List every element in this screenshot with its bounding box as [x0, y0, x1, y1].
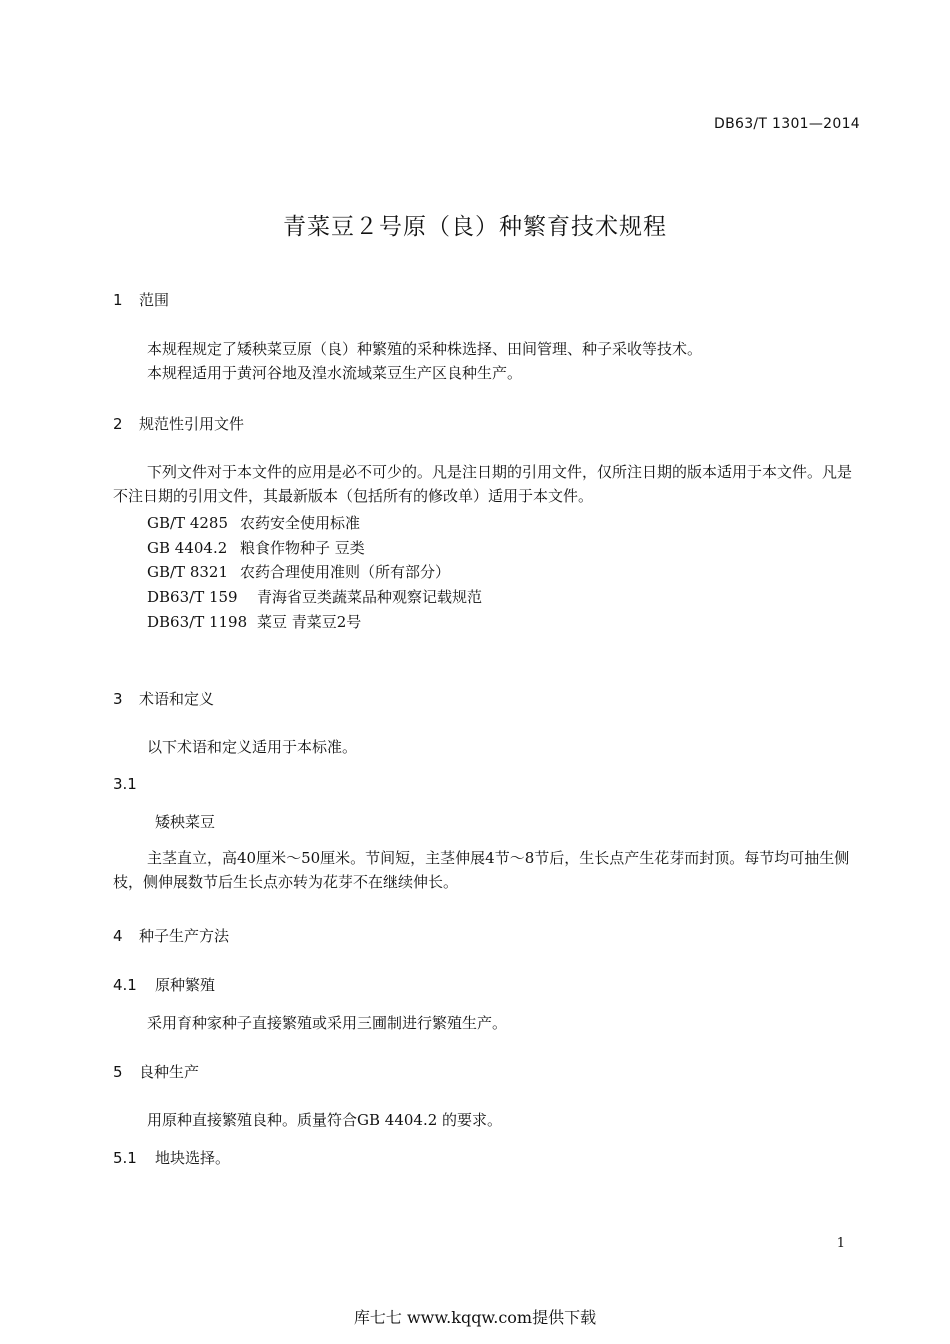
standard-number: DB63/T 1301—2014: [714, 116, 860, 132]
page-number: 1: [836, 1236, 845, 1251]
section-title: 良种生产: [139, 1063, 200, 1081]
reference-name: 农药合理使用准则（所有部分）: [240, 563, 451, 581]
reference-name: 农药安全使用标准: [240, 514, 361, 532]
reference-item: [147, 561, 450, 582]
reference-code: GB/T 8321: [147, 563, 229, 581]
section-number: 4: [113, 927, 123, 945]
section-1-heading: [113, 289, 169, 310]
term-number: 3.1: [113, 775, 137, 793]
paragraph: 本规程规定了矮秧菜豆原（良）种繁殖的采种株选择、田间管理、种子采收等技术。: [147, 340, 703, 358]
reference-name: 青海省豆类蔬菜品种观察记载规范: [257, 588, 483, 606]
section-number: 2: [113, 415, 123, 433]
reference-item: [147, 537, 365, 558]
section-2-heading: [113, 413, 244, 434]
term-definition: 主茎直立，高40厘米～50厘米。节间短，主茎伸展4节～8节后，生长点产生花芽而封顶。每节均可抽生侧枝，侧伸展数节后生长点亦转为花芽不在继续伸长。: [113, 849, 850, 891]
subsection-title: 地块选择。: [155, 1149, 231, 1167]
section-5-heading: [113, 1061, 199, 1082]
section-title: 规范性引用文件: [139, 415, 245, 433]
paragraph: 以下术语和定义适用于本标准。: [147, 738, 358, 756]
subsection-5-1-heading: [113, 1147, 230, 1168]
download-footer-link[interactable]: 库七七 www.kqqw.com提供下载: [353, 1308, 597, 1327]
reference-item: [147, 512, 360, 533]
reference-item: [147, 611, 361, 632]
document-title: 青菜豆２号原（良）种繁育技术规程: [283, 214, 667, 240]
section-number: 5: [113, 1063, 123, 1081]
paragraph: 下列文件对于本文件的应用是必不可少的。凡是注日期的引用文件，仅所注日期的版本适用于本文件。凡是不注日期的引用文件，其最新版本（包括所有的修改单）适用于本文件。: [113, 463, 853, 505]
section-title: 种子生产方法: [139, 927, 230, 945]
subsection-number: 4.1: [113, 976, 137, 994]
paragraph: 用原种直接繁殖良种。质量符合GB 4404.2 的要求。: [147, 1111, 503, 1129]
section-number: 3: [113, 690, 123, 708]
section-4-heading: [113, 925, 229, 946]
paragraph: 采用育种家种子直接繁殖或采用三圃制进行繁殖生产。: [147, 1014, 508, 1032]
reference-item: [147, 586, 482, 607]
reference-code: GB/T 4285: [147, 514, 229, 532]
reference-name: 粮食作物种子 豆类: [240, 539, 365, 557]
reference-name: 菜豆 青菜豆2号: [257, 613, 362, 631]
reference-code: DB63/T 159: [147, 588, 238, 606]
subsection-number: 5.1: [113, 1149, 137, 1167]
reference-code: DB63/T 1198: [147, 613, 248, 631]
section-3-heading: [113, 688, 214, 709]
term-title: 矮秧菜豆: [155, 813, 216, 831]
paragraph: 本规程适用于黄河谷地及湟水流域菜豆生产区良种生产。: [147, 364, 523, 382]
section-title: 范围: [139, 291, 170, 309]
section-number: 1: [113, 291, 123, 309]
reference-code: GB 4404.2: [147, 539, 228, 557]
subsection-4-1-heading: [113, 974, 215, 995]
section-title: 术语和定义: [139, 690, 215, 708]
subsection-title: 原种繁殖: [155, 976, 216, 994]
